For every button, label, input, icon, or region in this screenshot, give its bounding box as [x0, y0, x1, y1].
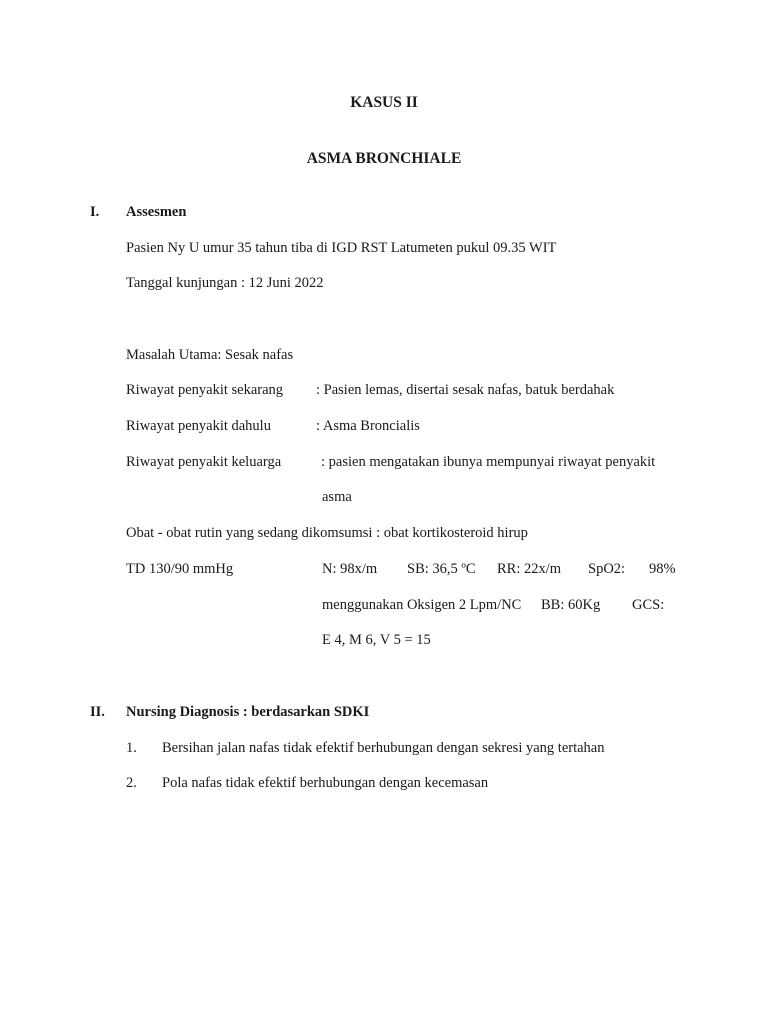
vital-gcs-label: GCS: [632, 597, 665, 613]
vital-spo2-value: 98% [649, 561, 676, 577]
family-history-label: Riwayat penyakit keluarga [126, 454, 282, 470]
diagnosis-2-text: Pola nafas tidak efektif berhubungan dengan kecemasan [162, 775, 489, 791]
vital-td: TD 130/90 mmHg [126, 561, 234, 577]
current-history-label: Riwayat penyakit sekarang [126, 382, 284, 398]
document-subtitle: ASMA BRONCHIALE [306, 150, 462, 167]
vital-bb: BB: 60Kg [541, 597, 601, 613]
patient-intro: Pasien Ny U umur 35 tahun tiba di IGD RST Latumeten pukul 09.35 WIT [126, 240, 557, 256]
vital-sb: SB: 36,5 ºC [407, 561, 476, 577]
vital-rr: RR: 22x/m [497, 561, 562, 577]
section-2-heading: Nursing Diagnosis : berdasarkan SDKI [126, 704, 370, 720]
section-1-number: I. [90, 204, 100, 220]
section-2-number: II. [90, 704, 105, 720]
main-problem: Masalah Utama: Sesak nafas [126, 347, 294, 363]
vital-spo2-label: SpO2: [588, 561, 626, 577]
past-history-label: Riwayat penyakit dahulu [126, 418, 271, 434]
family-history-value-cont: asma [322, 489, 352, 505]
past-history-value: : Asma Broncialis [316, 418, 420, 434]
current-history-value: : Pasien lemas, disertai sesak nafas, batuk berdahak [316, 382, 615, 398]
section-1-heading: Assesmen [126, 204, 187, 220]
vital-n: N: 98x/m [322, 561, 378, 577]
diagnosis-1-text: Bersihan jalan nafas tidak efektif berhubungan dengan sekresi yang tertahan [162, 740, 605, 756]
routine-medication: Obat - obat rutin yang sedang dikomsumsi : obat kortikosteroid hirup [126, 525, 528, 541]
family-history-value: : pasien mengatakan ibunya mempunyai riwayat penyakit [321, 454, 656, 470]
visit-date: Tanggal kunjungan : 12 Juni 2022 [126, 275, 324, 291]
vital-gcs-value: E 4, M 6, V 5 = 15 [322, 632, 431, 648]
diagnosis-1-number: 1. [126, 740, 137, 756]
document-title: KASUS II [350, 94, 418, 111]
vital-oxygen: menggunakan Oksigen 2 Lpm/NC [322, 597, 522, 613]
diagnosis-2-number: 2. [126, 775, 137, 791]
